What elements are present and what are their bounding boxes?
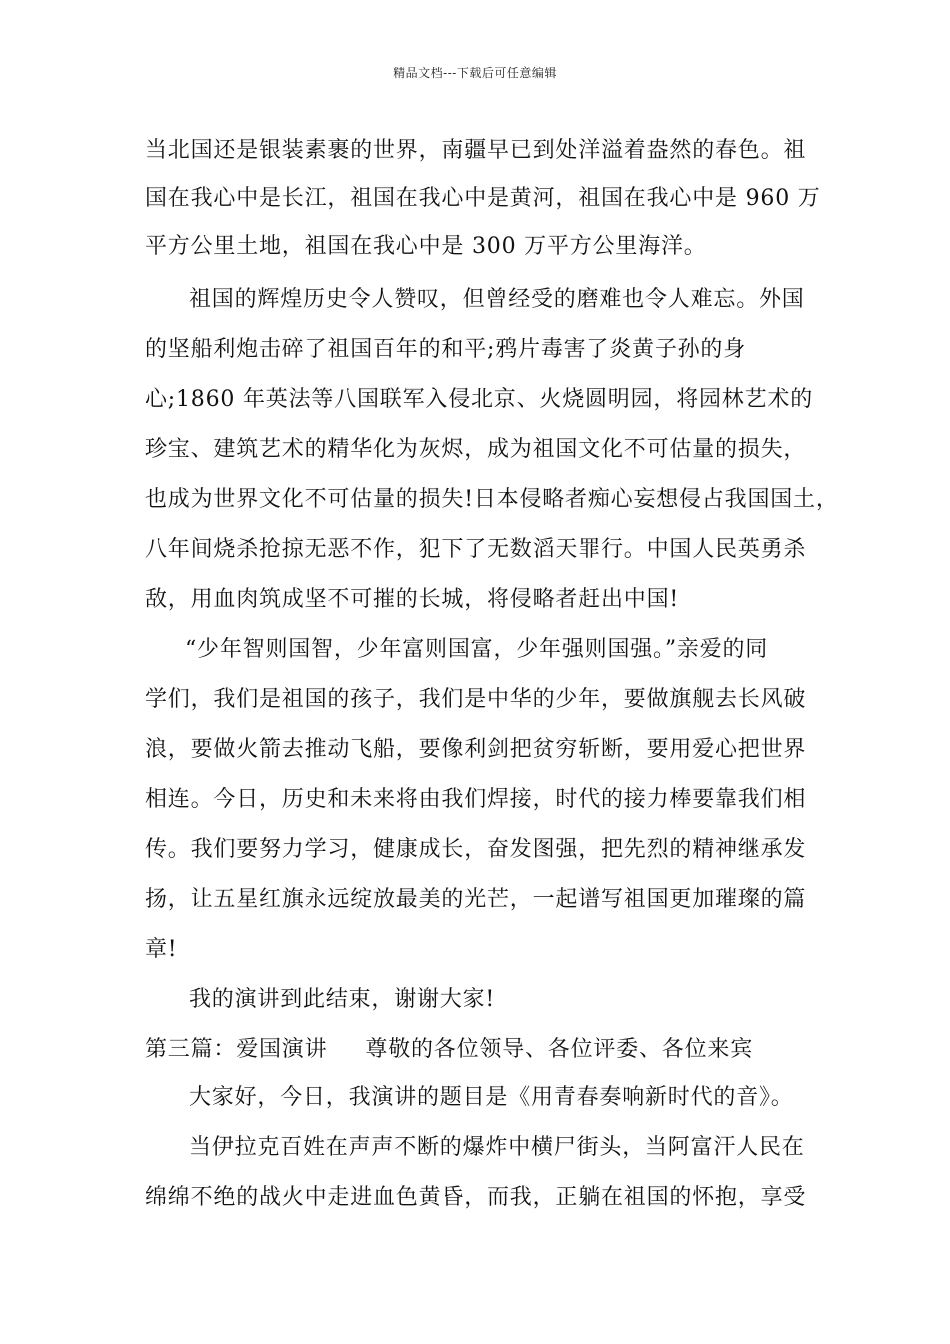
body-line: 绵绵不绝的战火中走进血色黄昏，而我，正躺在祖国的怀抱，享受 bbox=[145, 1185, 807, 1210]
body-line: 平方公里土地，祖国在我心中是 300 万平方公里海洋。 bbox=[145, 234, 707, 259]
body-line: 敌，用血肉筑成坚不可摧的长城，将侵略者赶出中国! bbox=[145, 587, 680, 612]
body-line: 的坚船利炮击碎了祖国百年的和平;鸦片毒害了炎黄子孙的身 bbox=[145, 337, 747, 362]
body-line: 大家好，今日，我演讲的题目是《用青春奏响新时代的音》。 bbox=[189, 1085, 794, 1110]
body-line: 心;1860 年英法等八国联军入侵北京、火烧圆明园，将园林艺术的 bbox=[145, 387, 813, 412]
body-line: 祖国的辉煌历史令人赞叹，但曾经受的磨难也令人难忘。外国 bbox=[189, 287, 805, 312]
page-header: 精品文档---下载后可任意编辑 bbox=[393, 66, 557, 80]
body-line: 珍宝、建筑艺术的精华化为灰烬，成为祖国文化不可估量的损失， bbox=[145, 437, 807, 462]
body-line: 也成为世界文化不可估量的损失!日本侵略者痴心妄想侵占我国国土， bbox=[145, 487, 839, 512]
body-line: 当伊拉克百姓在声声不断的爆炸中横尸街头，当阿富汗人民在 bbox=[189, 1135, 805, 1160]
body-line: 八年间烧杀抢掠无恶不作，犯下了无数滔天罪行。中国人民英勇杀 bbox=[145, 537, 807, 562]
body-line: 章! bbox=[145, 937, 178, 962]
section-title: 第三篇：爱国演讲 bbox=[145, 1037, 328, 1062]
body-line: 学们，我们是祖国的孩子，我们是中华的少年，要做旗舰去长风破 bbox=[145, 687, 807, 712]
body-line: 扬，让五星红旗永远绽放最美的光芒，一起谱写祖国更加璀璨的篇 bbox=[145, 887, 807, 912]
body-line: 浪，要做火箭去推动飞船，要像利剑把贫穷斩断，要用爱心把世界 bbox=[145, 737, 807, 762]
body-line: 当北国还是银装素裹的世界，南疆早已到处洋溢着盎然的春色。祖 bbox=[145, 138, 807, 163]
closing-line: 我的演讲到此结束，谢谢大家! bbox=[189, 987, 496, 1012]
body-line: “少年智则国智，少年富则国富，少年强则国强。”亲爱的同 bbox=[185, 637, 769, 662]
body-line: 传。我们要努力学习，健康成长，奋发图强，把先烈的精神继承发 bbox=[145, 837, 807, 862]
body-line: 国在我心中是长江，祖国在我心中是黄河，祖国在我心中是 960 万 bbox=[145, 186, 821, 211]
body-line: 相连。今日，历史和未来将由我们焊接，时代的接力棒要靠我们相 bbox=[145, 787, 807, 812]
section-greeting: 尊敬的各位领导、各位评委、各位来宾 bbox=[365, 1037, 754, 1062]
section-heading bbox=[145, 1037, 835, 1063]
